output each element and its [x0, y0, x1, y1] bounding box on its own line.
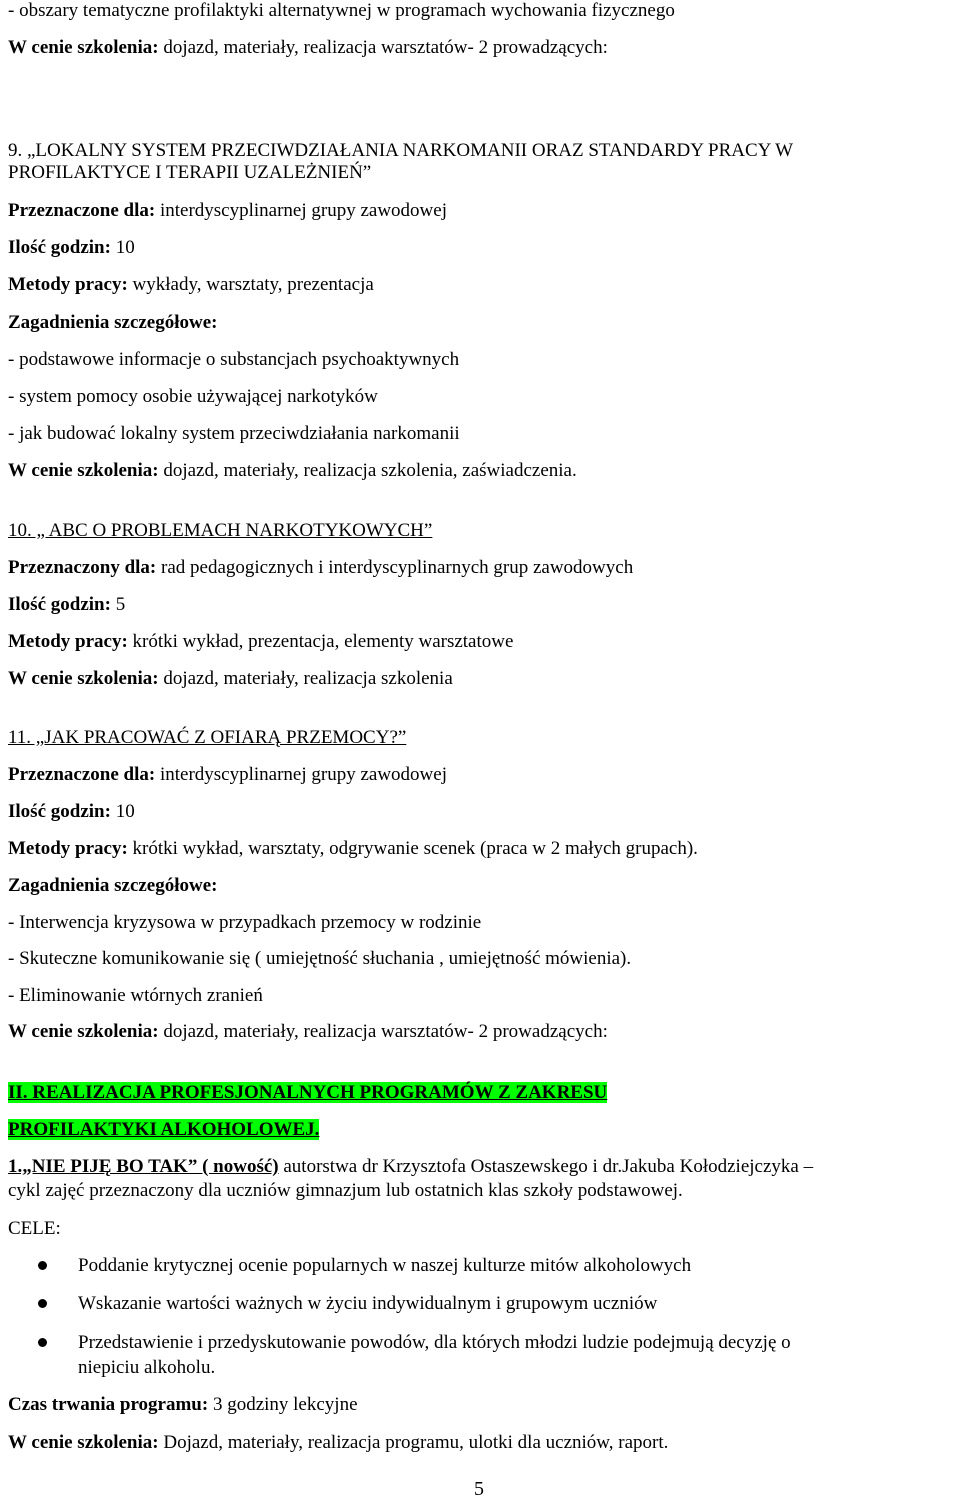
- cost-value: dojazd, materiały, realizacja szkolenia: [158, 668, 453, 689]
- details-label: Zagadnienia szczegółowe:: [8, 875, 218, 896]
- methods-line: [8, 838, 698, 860]
- methods-value: krótki wykład, warsztaty, odgrywanie scenek (praca w 2 małych grupach).: [127, 838, 698, 859]
- hours-value: 5: [110, 594, 126, 615]
- list-item: Wskazanie wartości ważnych w życiu indywidualnym i grupowym uczniów: [78, 1293, 658, 1314]
- section-II-heading-cont: PROFILAKTYKI ALKOHOLOWEJ.: [8, 1119, 320, 1140]
- methods-label: Metody pracy:: [8, 274, 128, 295]
- target-value: interdyscyplinarnej grupy zawodowej: [155, 764, 447, 785]
- methods-line: [8, 274, 374, 296]
- topic-line: - obszary tematyczne profilaktyki alternatywnej w programach wychowania fizycznego: [8, 0, 675, 21]
- cost-value: Dojazd, materiały, realizacja programu, ulotki dla uczniów, raport.: [158, 1432, 669, 1453]
- methods-line: [8, 631, 513, 653]
- cost-value: dojazd, materiały, realizacja szkolenia, zaświadczenia.: [158, 460, 577, 481]
- target-label: Przeznaczone dla:: [8, 764, 156, 785]
- section-II-heading: II. REALIZACJA PROFESJONALNYCH PROGRAMÓW Z ZAKRESU: [8, 1082, 608, 1103]
- cost-value: dojazd, materiały, realizacja warsztatów- 2 prowadzących:: [158, 1021, 608, 1042]
- target-value: rad pedagogicznych i interdyscyplinarnych grup zawodowych: [156, 557, 634, 578]
- list-item: Poddanie krytycznej ocenie popularnych w naszej kulturze mitów alkoholowych: [78, 1255, 692, 1276]
- cost-line: [8, 1432, 668, 1454]
- list-item: - Eliminowanie wtórnych zranień: [8, 985, 263, 1006]
- section-9-title-cont: PROFILAKTYCE I TERAPII UZALEŻNIEŃ”: [8, 162, 372, 183]
- target-line: [8, 557, 633, 579]
- target-line: [8, 200, 447, 222]
- cost-line: [8, 460, 577, 482]
- target-line: [8, 764, 447, 786]
- program-description: cykl zajęć przeznaczony dla uczniów gimnazjum lub ostatnich klas szkoły podstawowej.: [8, 1180, 683, 1201]
- cost-label: W cenie szkolenia:: [8, 1432, 159, 1453]
- goals-label: CELE:: [8, 1218, 61, 1239]
- list-item: - podstawowe informacje o substancjach psychoaktywnych: [8, 349, 460, 370]
- list-item: - jak budować lokalny system przeciwdziałania narkomanii: [8, 423, 460, 444]
- duration-value: 3 godziny lekcyjne: [208, 1394, 358, 1415]
- methods-label: Metody pracy:: [8, 631, 128, 652]
- target-label: Przeznaczone dla:: [8, 200, 156, 221]
- cost-label: W cenie szkolenia:: [8, 37, 159, 58]
- cost-label: W cenie szkolenia:: [8, 668, 159, 689]
- duration-line: [8, 1394, 358, 1416]
- hours-label: Ilość godzin:: [8, 801, 111, 822]
- cost-line: [8, 668, 453, 690]
- hours-value: 10: [110, 237, 135, 258]
- list-item: - Interwencja kryzysowa w przypadkach przemocy w rodzinie: [8, 912, 482, 933]
- bullet-icon: [38, 1299, 47, 1308]
- cost-line: [8, 37, 608, 59]
- target-value: interdyscyplinarnej grupy zawodowej: [155, 200, 447, 221]
- list-item: Przedstawienie i przedyskutowanie powodów, dla których młodzi ludzie podejmują decyzję o: [78, 1332, 791, 1353]
- methods-value: wykłady, warsztaty, prezentacja: [127, 274, 374, 295]
- hours-line: [8, 237, 135, 259]
- program-authors: autorstwa dr Krzysztofa Ostaszewskego i dr.Jakuba Kołodziejczyka –: [278, 1156, 814, 1177]
- section-10-title: 10. „ ABC O PROBLEMACH NARKOTYKOWYCH”: [8, 520, 433, 541]
- page-number: 5: [474, 1478, 484, 1500]
- details-label: Zagadnienia szczegółowe:: [8, 312, 218, 333]
- cost-line: [8, 1021, 608, 1043]
- section-11-title: 11. „JAK PRACOWAĆ Z OFIARĄ PRZEMOCY?”: [8, 727, 407, 748]
- bullet-icon: [38, 1261, 47, 1270]
- cost-value: dojazd, materiały, realizacja warsztatów- 2 prowadzących:: [158, 37, 608, 58]
- hours-label: Ilość godzin:: [8, 594, 111, 615]
- cost-label: W cenie szkolenia:: [8, 460, 159, 481]
- bullet-icon: [38, 1338, 47, 1347]
- list-item-cont: niepiciu alkoholu.: [78, 1357, 216, 1378]
- hours-label: Ilość godzin:: [8, 237, 111, 258]
- section-9-title: 9. „LOKALNY SYSTEM PRZECIWDZIAŁANIA NARKOMANII ORAZ STANDARDY PRACY W: [8, 140, 794, 161]
- target-label: Przeznaczony dla:: [8, 557, 157, 578]
- list-item: - Skuteczne komunikowanie się ( umiejętność słuchania , umiejętność mówienia).: [8, 948, 632, 969]
- cost-label: W cenie szkolenia:: [8, 1021, 159, 1042]
- program-title: 1.„NIE PIJĘ BO TAK” ( nowość): [8, 1156, 279, 1177]
- program-title-line: [8, 1156, 813, 1178]
- methods-value: krótki wykład, prezentacja, elementy warsztatowe: [127, 631, 514, 652]
- duration-label: Czas trwania programu:: [8, 1394, 209, 1415]
- methods-label: Metody pracy:: [8, 838, 128, 859]
- hours-line: [8, 594, 125, 616]
- hours-value: 10: [110, 801, 135, 822]
- list-item: - system pomocy osobie używającej narkotyków: [8, 386, 378, 407]
- hours-line: [8, 801, 135, 823]
